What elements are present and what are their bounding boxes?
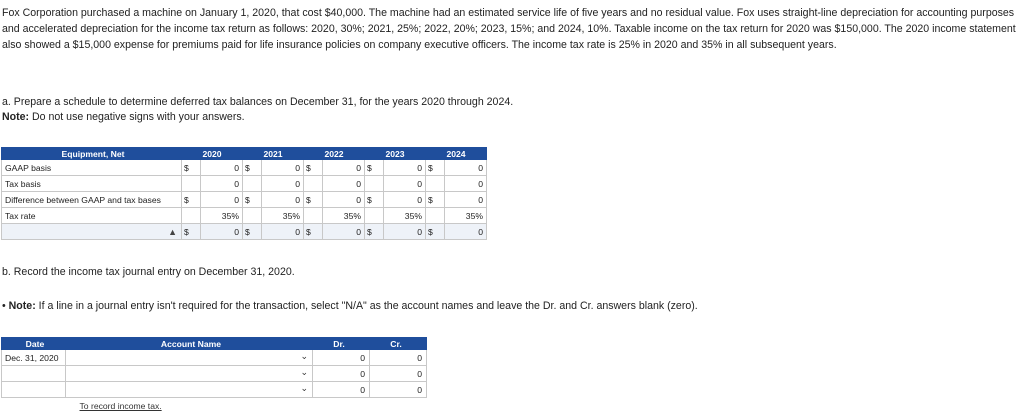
journal-row <box>2 350 427 366</box>
tax-rate-label: Tax rate <box>2 208 182 224</box>
gaap-basis-label: GAAP basis <box>2 160 182 176</box>
gaap-2021-input[interactable]: 0 <box>262 160 304 176</box>
currency-symbol: $ <box>182 192 201 208</box>
year-header-2022: 2022 <box>304 148 365 160</box>
diff-2024-input[interactable]: 0 <box>445 192 487 208</box>
account-select-1[interactable] <box>66 350 313 366</box>
schedule-header-row <box>2 148 487 160</box>
rate-2024-input[interactable]: 35% <box>445 208 487 224</box>
currency-symbol: $ <box>243 160 262 176</box>
credit-input-2[interactable]: 0 <box>370 366 427 382</box>
journal-row <box>2 366 427 382</box>
total-2023-input[interactable]: 0 <box>384 224 426 240</box>
date-header: Date <box>2 338 66 350</box>
tax-2021-input[interactable]: 0 <box>262 176 304 192</box>
journal-date <box>2 382 66 398</box>
deferred-tax-row <box>2 224 487 240</box>
gaap-2023-input[interactable]: 0 <box>384 160 426 176</box>
part-b-note-label: Note: <box>8 300 36 312</box>
journal-header-row <box>2 338 427 350</box>
tax-rate-row <box>2 208 487 224</box>
tax-basis-row <box>2 176 487 192</box>
deferred-tax-label-select[interactable] <box>2 224 182 240</box>
diff-2020-input[interactable]: 0 <box>201 192 243 208</box>
journal-row <box>2 382 427 398</box>
account-select-3[interactable] <box>66 382 313 398</box>
currency-symbol: $ <box>243 192 262 208</box>
diff-2021-input[interactable]: 0 <box>262 192 304 208</box>
account-header: Account Name <box>66 338 313 350</box>
year-header-2023: 2023 <box>365 148 426 160</box>
gaap-2024-input[interactable]: 0 <box>445 160 487 176</box>
difference-label: Difference between GAAP and tax bases <box>2 192 182 208</box>
part-a-note <box>2 110 513 125</box>
year-header-2020: 2020 <box>182 148 243 160</box>
schedule-header-label: Equipment, Net <box>2 148 182 160</box>
journal-date: Dec. 31, 2020 <box>2 350 66 366</box>
currency-symbol: $ <box>365 224 384 240</box>
rate-2022-input[interactable]: 35% <box>323 208 365 224</box>
currency-symbol: $ <box>426 224 445 240</box>
diff-2022-input[interactable]: 0 <box>323 192 365 208</box>
total-2020-input[interactable]: 0 <box>201 224 243 240</box>
tax-2022-input[interactable]: 0 <box>323 176 365 192</box>
chevron-down-icon[interactable]: ⌄ <box>300 367 308 377</box>
rate-2020-input[interactable]: 35% <box>201 208 243 224</box>
currency-symbol: $ <box>426 192 445 208</box>
currency-symbol: $ <box>304 192 323 208</box>
total-2024-input[interactable]: 0 <box>445 224 487 240</box>
up-down-arrows-icon[interactable]: ▲︎ <box>168 226 177 237</box>
part-a-instructions <box>2 95 513 125</box>
total-2022-input[interactable]: 0 <box>323 224 365 240</box>
credit-input-3[interactable]: 0 <box>370 382 427 398</box>
tax-2024-input[interactable]: 0 <box>445 176 487 192</box>
credit-header: Cr. <box>370 338 427 350</box>
currency-symbol: $ <box>304 224 323 240</box>
journal-entry-table <box>1 337 427 413</box>
part-b-instructions: b. Record the income tax journal entry on December 31, 2020. <box>2 266 295 278</box>
chevron-down-icon[interactable]: ⌄ <box>300 351 308 361</box>
currency-symbol: $ <box>182 160 201 176</box>
tax-basis-label: Tax basis <box>2 176 182 192</box>
gaap-basis-row <box>2 160 487 176</box>
debit-input-3[interactable]: 0 <box>313 382 370 398</box>
year-header-2024: 2024 <box>426 148 487 160</box>
journal-memo: To record income tax. <box>79 400 162 411</box>
deferred-tax-schedule <box>1 147 487 240</box>
year-header-2021: 2021 <box>243 148 304 160</box>
gaap-2022-input[interactable]: 0 <box>323 160 365 176</box>
currency-symbol: $ <box>182 224 201 240</box>
debit-header: Dr. <box>313 338 370 350</box>
currency-symbol: $ <box>304 160 323 176</box>
part-b-note-text: If a line in a journal entry isn't required for the transaction, select "N/A" as the account names and leave the Dr. and Cr. answers blank (zero). <box>35 300 698 312</box>
debit-input-2[interactable]: 0 <box>313 366 370 382</box>
tax-2023-input[interactable]: 0 <box>384 176 426 192</box>
total-2021-input[interactable]: 0 <box>262 224 304 240</box>
rate-2021-input[interactable]: 35% <box>262 208 304 224</box>
credit-input-1[interactable]: 0 <box>370 350 427 366</box>
part-a-note-label: Note: <box>2 111 30 123</box>
currency-symbol: $ <box>365 160 384 176</box>
rate-2023-input[interactable]: 35% <box>384 208 426 224</box>
account-select-2[interactable] <box>66 366 313 382</box>
debit-input-1[interactable]: 0 <box>313 350 370 366</box>
part-a-text: a. Prepare a schedule to determine deferred tax balances on December 31, for the years 2020 through 2024. <box>2 96 514 108</box>
tax-2020-input[interactable]: 0 <box>201 176 243 192</box>
currency-symbol: $ <box>243 224 262 240</box>
difference-row <box>2 192 487 208</box>
part-a-note-text: Do not use negative signs with your answers. <box>29 111 245 123</box>
part-b-note: • Note: If a line in a journal entry isn't required for the transaction, select "N/A" as the account names and leave the Dr. and Cr. answers blank (zero). <box>2 300 698 312</box>
currency-symbol: $ <box>365 192 384 208</box>
diff-2023-input[interactable]: 0 <box>384 192 426 208</box>
problem-statement: Fox Corporation purchased a machine on January 1, 2020, that cost $40,000. The machine had an estimated service life of five years and no residual value. Fox uses straight-line depreciation for accounting purposes and accelerated depreciation for the income tax return as follows: 2020, 30%; 2021, 25%; 2022, 20%; 2023, 15%; and 2024, 10%. Taxable income on the tax return for 2020 was $150,000. The 2020 income statement also showed a $15,000 expense for premiums paid for life insurance policies on company executive officers. The income tax rate is 25% in 2020 and 35% in all subsequent years. <box>2 7 1016 52</box>
journal-memo-row <box>2 398 427 414</box>
gaap-2020-input[interactable]: 0 <box>201 160 243 176</box>
chevron-down-icon[interactable]: ⌄ <box>300 383 308 393</box>
journal-date <box>2 366 66 382</box>
currency-symbol: $ <box>426 160 445 176</box>
